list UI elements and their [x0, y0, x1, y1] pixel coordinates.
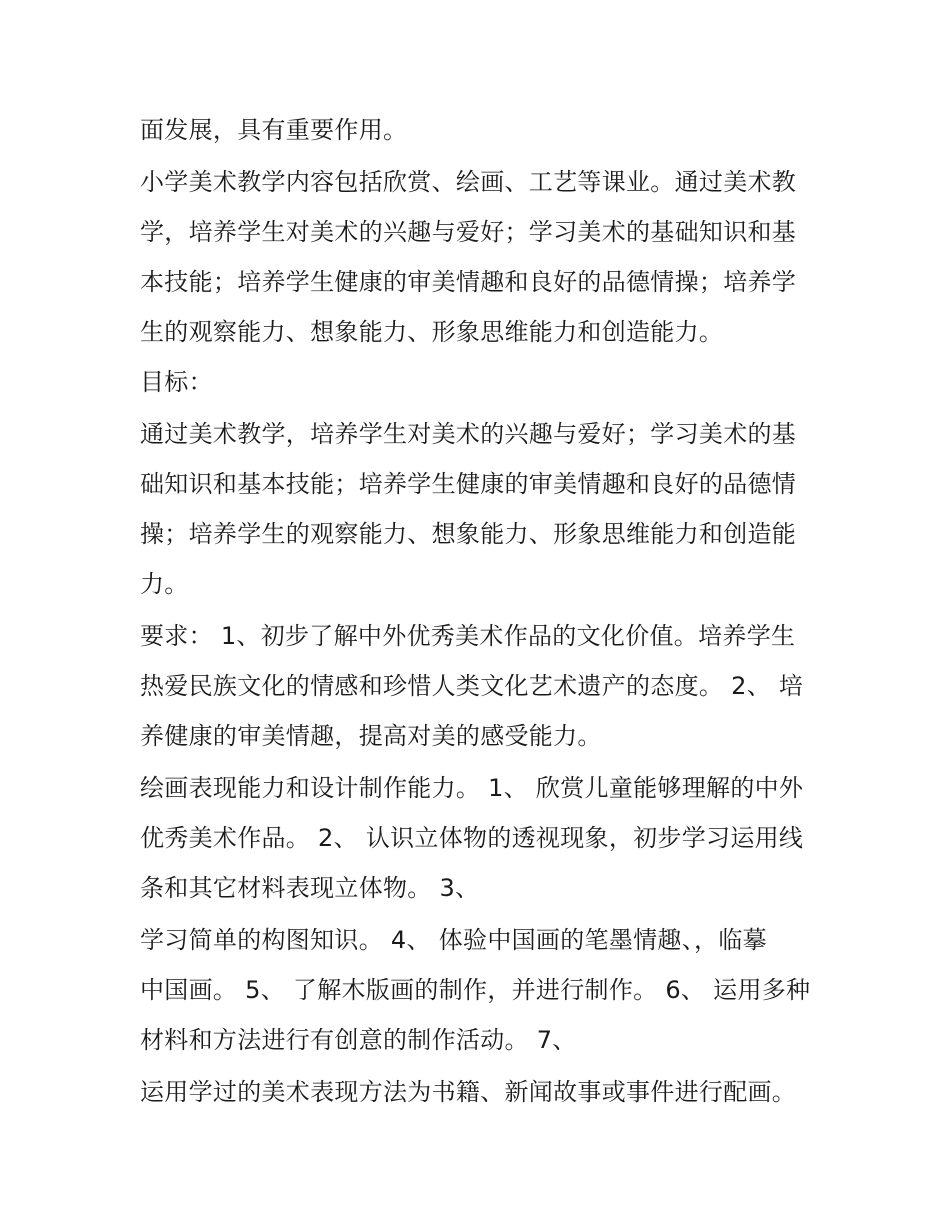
text-line: 学习简单的构图知识。 4、 体验中国画的笔墨情趣、，临摹 [140, 926, 767, 954]
text-line: 材料和方法进行有创意的制作活动。 7、 [140, 1026, 577, 1054]
text-line: 面发展，具有重要作用。 [140, 116, 408, 144]
text-line: 条和其它材料表现立体物。 3、 [140, 874, 480, 902]
text-line: 操；培养学生的观察能力、想象能力、形象思维能力和创造能 [140, 520, 797, 548]
text-line: 本技能；培养学生健康的审美情趣和良好的品德情操；培养学 [140, 268, 797, 296]
text-line: 力。 [140, 570, 189, 598]
text-line: 热爱民族文化的情感和珍惜人类文化艺术遗产的态度。 2、 培 [140, 672, 804, 700]
text-line: 绘画表现能力和设计制作能力。 1、 欣赏儿童能够理解的中外 [140, 774, 804, 802]
text-line: 要求： 1、初步了解中外优秀美术作品的文化价值。培养学生 [140, 622, 796, 650]
text-line: 学，培养学生对美术的兴趣与爱好；学习美术的基础知识和基 [140, 218, 797, 246]
text-line: 生的观察能力、想象能力、形象思维能力和创造能力。 [140, 318, 724, 346]
text-line: 养健康的审美情趣，提高对美的感受能力。 [140, 722, 602, 750]
text-line: 小学美术教学内容包括欣赏、绘画、工艺等课业。通过美术教 [140, 168, 797, 196]
text-line: 运用学过的美术表现方法为书籍、新闻故事或事件进行配画。 [140, 1078, 797, 1106]
text-line: 通过美术教学，培养学生对美术的兴趣与爱好；学习美术的基 [140, 420, 797, 448]
text-line: 中国画。 5、 了解木版画的制作，并进行制作。 6、 运用多种 [140, 976, 811, 1004]
section-heading-goal: 目标： [140, 368, 213, 396]
text-line: 优秀美术作品。 2、 认识立体物的透视现象，初步学习运用线 [140, 824, 804, 852]
text-line: 础知识和基本技能；培养学生健康的审美情趣和良好的品德情 [140, 470, 797, 498]
